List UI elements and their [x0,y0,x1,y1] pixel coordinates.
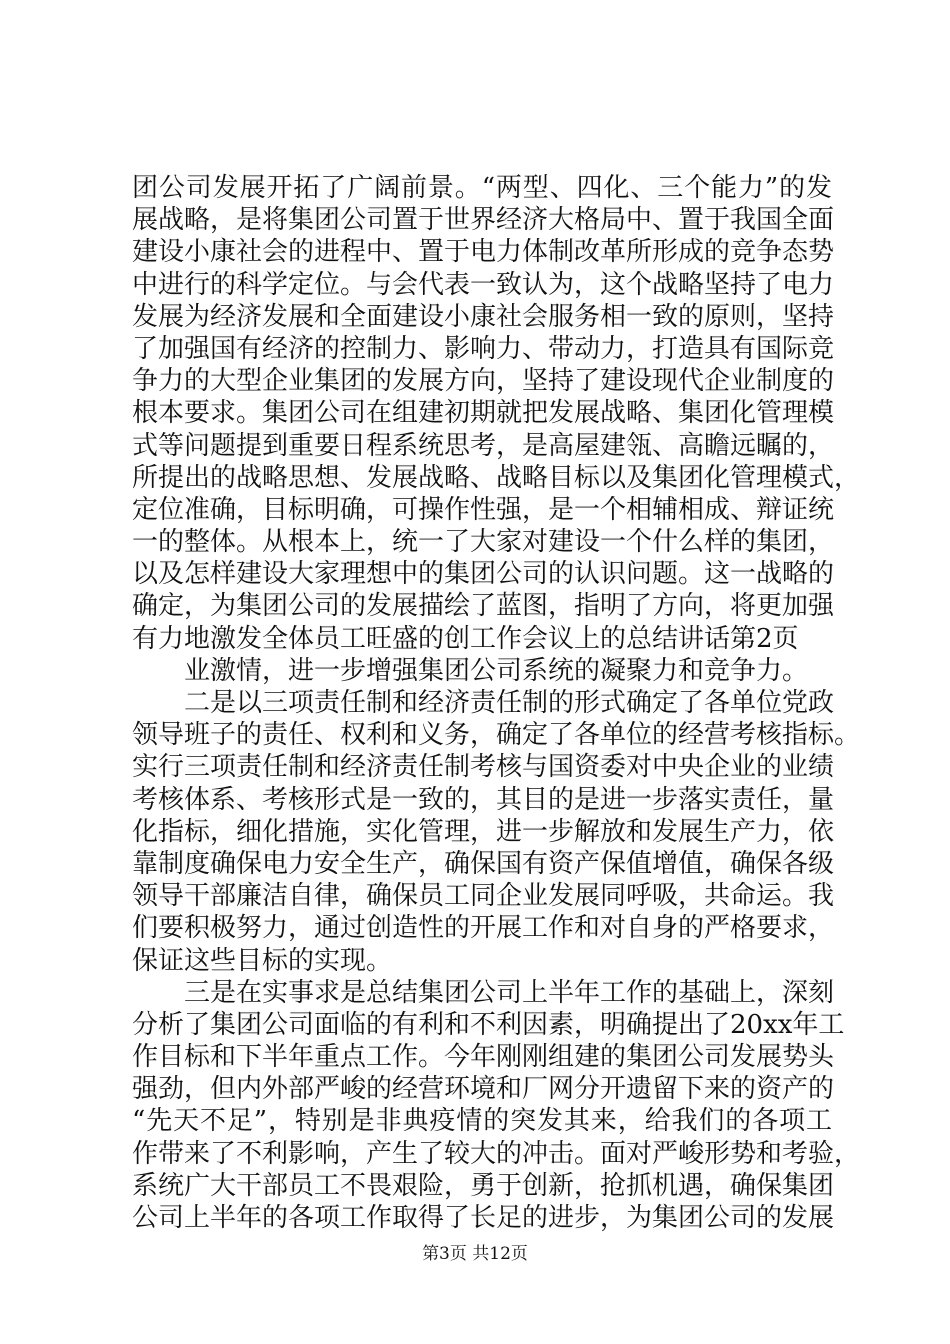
text-line: 领导班子的责任、权利和义务，确定了各单位的经营考核指标。 [132,720,861,751]
text-line: 式等问题提到重要日程系统思考，是高屋建瓴、高瞻远瞩的， [132,430,835,461]
document-body [132,172,861,1234]
text-line: 公司上半年的各项工作取得了长足的进步，为集团公司的发展 [132,1203,835,1233]
text-line: 一的整体。从根本上，统一了大家对建设一个什么样的集团， [132,527,835,558]
text-line: 定位准确，目标明确，可操作性强，是一个相辅相成、辩证统 [132,494,835,525]
text-line: 以及怎样建设大家理想中的集团公司的认识问题。这一战略的 [132,559,835,590]
text-line: 实行三项责任制和经济责任制考核与国资委对中央企业的业绩 [132,752,835,783]
text-line: 了加强国有经济的控制力、影响力、带动力，打造具有国际竞 [132,333,835,364]
page-number-label: 第3页 共12页 [422,1244,528,1264]
text-line: 确定，为集团公司的发展描绘了蓝图，指明了方向，将更加强 [132,591,835,622]
text-line: 展战略，是将集团公司置于世界经济大格局中、置于我国全面 [132,205,835,236]
page-footer [0,1243,950,1265]
text-line: 有力地激发全体员工旺盛的创工作会议上的总结讲话第2页 [132,623,799,654]
text-line: 系统广大干部员工不畏艰险，勇于创新，抢抓机遇，确保集团 [132,1170,835,1201]
text-line: 强劲，但内外部严峻的经营环境和厂网分开遗留下来的资产的 [132,1074,835,1105]
text-line: 所提出的战略思想、发展战略、战略目标以及集团化管理模式， [132,462,861,493]
text-line: 业激情，进一步增强集团公司系统的凝聚力和竞争力。 [184,655,809,686]
text-line: 化指标，细化措施，实化管理，进一步解放和发展生产力，依 [132,816,835,847]
text-line: “先天不足”，特别是非典疫情的突发其来，给我们的各项工 [132,1106,832,1137]
text-line: 分析了集团公司面临的有利和不利因素，明确提出了20xx年工 [132,1009,845,1040]
text-line: 作目标和下半年重点工作。今年刚刚组建的集团公司发展势头 [132,1042,835,1073]
text-line: 团公司发展开拓了广阔前景。“两型、四化、三个能力”的发 [132,173,832,203]
text-line: 中进行的科学定位。与会代表一致认为，这个战略坚持了电力 [132,269,835,300]
text-line: 保证这些目标的实现。 [132,945,393,976]
text-line: 二是以三项责任制和经济责任制的形式确定了各单位党政 [184,688,835,718]
text-line: 建设小康社会的进程中、置于电力体制改革所形成的竞争态势 [132,237,835,268]
text-line: 领导干部廉洁自律，确保员工同企业发展同呼吸，共命运。我 [132,881,835,912]
text-line: 靠制度确保电力安全生产，确保国有资产保值增值，确保各级 [132,848,835,879]
text-line: 考核体系、考核形式是一致的，其目的是进一步落实责任，量 [132,784,835,815]
text-line: 争力的大型企业集团的发展方向，坚持了建设现代企业制度的 [132,366,835,397]
text-line: 作带来了不利影响，产生了较大的冲击。面对严峻形势和考验， [132,1138,861,1169]
text-line: 三是在实事求是总结集团公司上半年工作的基础上，深刻 [184,977,835,1008]
text-line: 根本要求。集团公司在组建初期就把发展战略、集团化管理模 [132,398,835,429]
text-line: 发展为经济发展和全面建设小康社会服务相一致的原则，坚持 [132,301,835,332]
text-line: 们要积极努力，通过创造性的开展工作和对自身的严格要求， [132,913,835,944]
